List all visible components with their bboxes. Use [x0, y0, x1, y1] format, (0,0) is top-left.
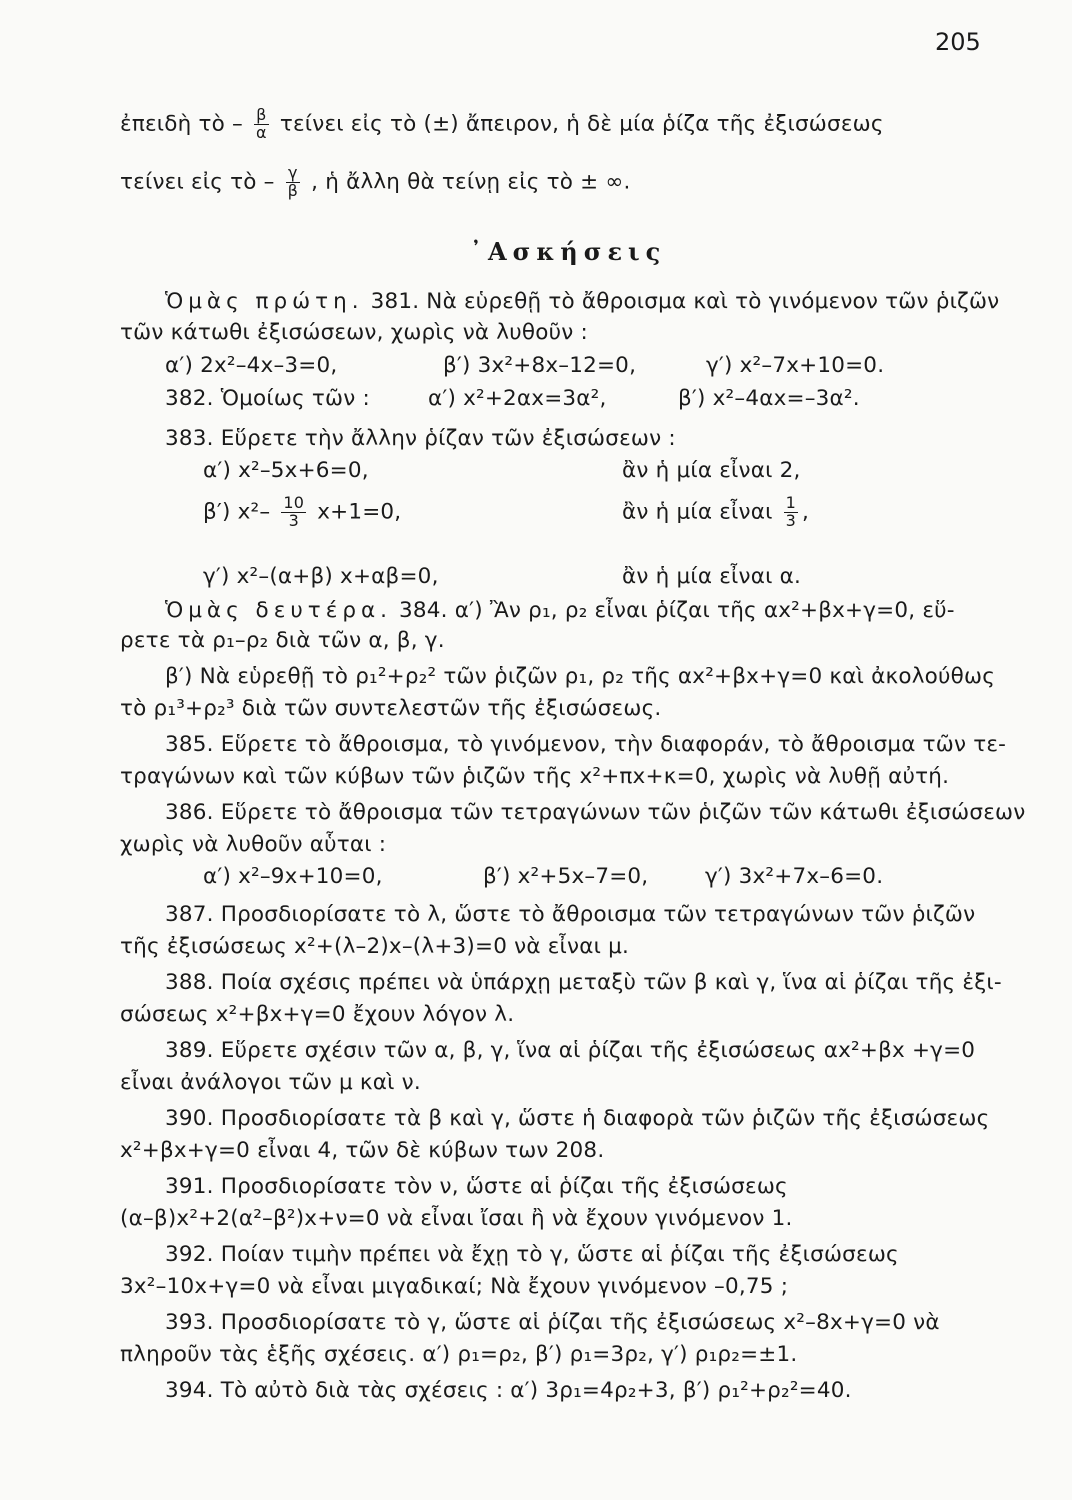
fraction: $\frac{10}{3}$: [283, 493, 305, 530]
exercise-389: 389. Εὕρετε σχέσιν τῶν α, β, γ, ἵνα αἱ ῥίζαι τῆς ἐξισώσεως αx²+βx +γ=0: [165, 1038, 976, 1063]
intro-line-1: ἐπειδὴ τὸ – $\frac{\beta}{\alpha}$ τείνει εἰς τὸ (±) ἄπειρον, ἡ δὲ μία ῥίζα τῆς ἐξισώσεως: [120, 105, 884, 142]
text-line: πληροῦν τὰς ἑξῆς σχέσεις. α′) ρ₁=ρ₂, β′) ρ₁=3ρ₂, γ′) ρ₁ρ₂=±1.: [120, 1342, 798, 1367]
equation: α′) x²–5x+6=0,: [203, 458, 369, 483]
text-line: x²+βx+γ=0 εἶναι 4, τῶν δὲ κύβων των 208.: [120, 1138, 605, 1163]
group-label: Ὁμὰς πρώτη.: [165, 289, 364, 314]
exercise-387: 387. Προσδιορίσατε τὸ λ, ὥστε τὸ ἄθροισμα τῶν τετραγώνων τῶν ῥιζῶν: [165, 902, 976, 927]
equation: β′) 3x²+8x–12=0,: [443, 353, 637, 378]
text-line: τῆς ἐξισώσεως x²+(λ–2)x–(λ+3)=0 νὰ εἶναι μ.: [120, 934, 630, 959]
text-line: τῶν κάτωθι ἐξισώσεων, χωρὶς νὰ λυθοῦν :: [120, 320, 588, 345]
equation: α′) x²+2αx=3α²,: [428, 386, 607, 411]
text-line: β′) Νὰ εὑρεθῇ τὸ ρ₁²+ρ₂² τῶν ῥιζῶν ρ₁, ρ₂ τῆς αx²+βx+γ=0 καὶ ἀκολούθως: [165, 664, 996, 689]
section-heading: ᾿Ασκήσεις: [470, 237, 667, 266]
exercise-383: 383. Εὕρετε τὴν ἄλλην ῥίζαν τῶν ἐξισώσεων :: [165, 426, 676, 451]
exercise-394: 394. Τὸ αὐτὸ διὰ τὰς σχέσεις : α′) 3ρ₁=4ρ₂+3, β′) ρ₁²+ρ₂²=40.: [165, 1378, 852, 1403]
exercise-393: 393. Προσδιορίσατε τὸ γ, ὥστε αἱ ῥίζαι τῆς ἐξισώσεως x²–8x+γ=0 νὰ: [165, 1310, 940, 1335]
page-number: 205: [935, 28, 981, 56]
text-line: σώσεως x²+βx+γ=0 ἔχουν λόγον λ.: [120, 1002, 515, 1027]
equation: β′) x²+5x–7=0,: [483, 864, 649, 889]
text-line: χωρὶς νὰ λυθοῦν αὗται :: [120, 832, 387, 857]
text-line: ἂν ἡ μία εἶναι α.: [622, 564, 802, 589]
text-line: (α–β)x²+2(α²–β²)x+ν=0 νὰ εἶναι ἴσαι ἢ νὰ ἔχουν γινόμενον 1.: [120, 1206, 793, 1231]
exercise-388: 388. Ποία σχέσις πρέπει νὰ ὑπάρχῃ μεταξὺ τῶν β καὶ γ, ἵνα αἱ ῥίζαι τῆς ἐξι-: [165, 970, 1002, 995]
equation: γ′) x²–(α+β) x+αβ=0,: [203, 564, 439, 589]
equation: γ′) 3x²+7x–6=0.: [705, 864, 884, 889]
equation-with-fraction: β′) x²– $\frac{10}{3}$ x+1=0,: [203, 493, 402, 530]
exercise-385: 385. Εὕρετε τὸ ἄθροισμα, τὸ γινόμενον, τὴν διαφοράν, τὸ ἄθροισμα τῶν τε-: [165, 732, 1007, 757]
exercise-382: 382. Ὁμοίως τῶν :: [165, 386, 370, 411]
equation: α′) x²–9x+10=0,: [203, 864, 383, 889]
text-line: εἶναι ἀνάλογοι τῶν μ καὶ ν.: [120, 1070, 421, 1095]
exercise-392: 392. Ποίαν τιμὴν πρέπει νὰ ἔχῃ τὸ γ, ὥστε αἱ ῥίζαι τῆς ἐξισώσεως: [165, 1242, 899, 1267]
equation: α′) 2x²–4x–3=0,: [165, 353, 338, 378]
fraction: $\frac{1}{3}$: [785, 493, 797, 530]
equation: γ′) x²–7x+10=0.: [706, 353, 885, 378]
exercise-381: Ὁμὰς πρώτη. 381. Νὰ εὑρεθῇ τὸ ἄθροισμα καὶ τὸ γινόμενον τῶν ῥιζῶν: [165, 289, 1000, 314]
exercise-391: 391. Προσδιορίσατε τὸν ν, ὥστε αἱ ῥίζαι τῆς ἐξισώσεως: [165, 1174, 788, 1199]
fraction: $\frac{\beta}{\alpha}$: [256, 105, 267, 142]
intro-line-2: τείνει εἰς τὸ – $\frac{\gamma}{\beta}$ , ἡ ἄλλη θὰ τείνῃ εἰς τὸ ± ∞.: [120, 163, 631, 200]
text-line: τὸ ρ₁³+ρ₂³ διὰ τῶν συντελεστῶν τῆς ἐξισώσεως.: [120, 696, 662, 721]
text-line: ἂν ἡ μία εἶναι $\frac{1}{3}$ ,: [622, 493, 810, 530]
text-line: τραγώνων καὶ τῶν κύβων τῶν ῥιζῶν τῆς x²+πx+κ=0, χωρὶς νὰ λυθῇ αὐτή.: [120, 764, 950, 789]
exercise-390: 390. Προσδιορίσατε τὰ β καὶ γ, ὥστε ἡ διαφορὰ τῶν ῥιζῶν τῆς ἐξισώσεως: [165, 1106, 990, 1131]
text-line: ρετε τὰ ρ₁–ρ₂ διὰ τῶν α, β, γ.: [120, 628, 445, 653]
equation: β′) x²–4αx=–3α².: [678, 386, 860, 411]
exercise-384: Ὁμὰς δευτέρα. 384. α′) Ἂν ρ₁, ρ₂ εἶναι ῥίζαι τῆς αx²+βx+γ=0, εὕ-: [165, 598, 955, 623]
text-line: ἂν ἡ μία εἶναι 2,: [622, 458, 801, 483]
text-line: 3x²–10x+γ=0 νὰ εἶναι μιγαδικαί; Νὰ ἔχουν γινόμενον –0,75 ;: [120, 1274, 789, 1299]
fraction: $\frac{\gamma}{\beta}$: [287, 163, 299, 200]
group-label: Ὁμὰς δευτέρα.: [165, 598, 392, 623]
exercise-386: 386. Εὕρετε τὸ ἄθροισμα τῶν τετραγώνων τῶν ῥιζῶν τῶν κάτωθι ἐξισώσεων: [165, 800, 1026, 825]
